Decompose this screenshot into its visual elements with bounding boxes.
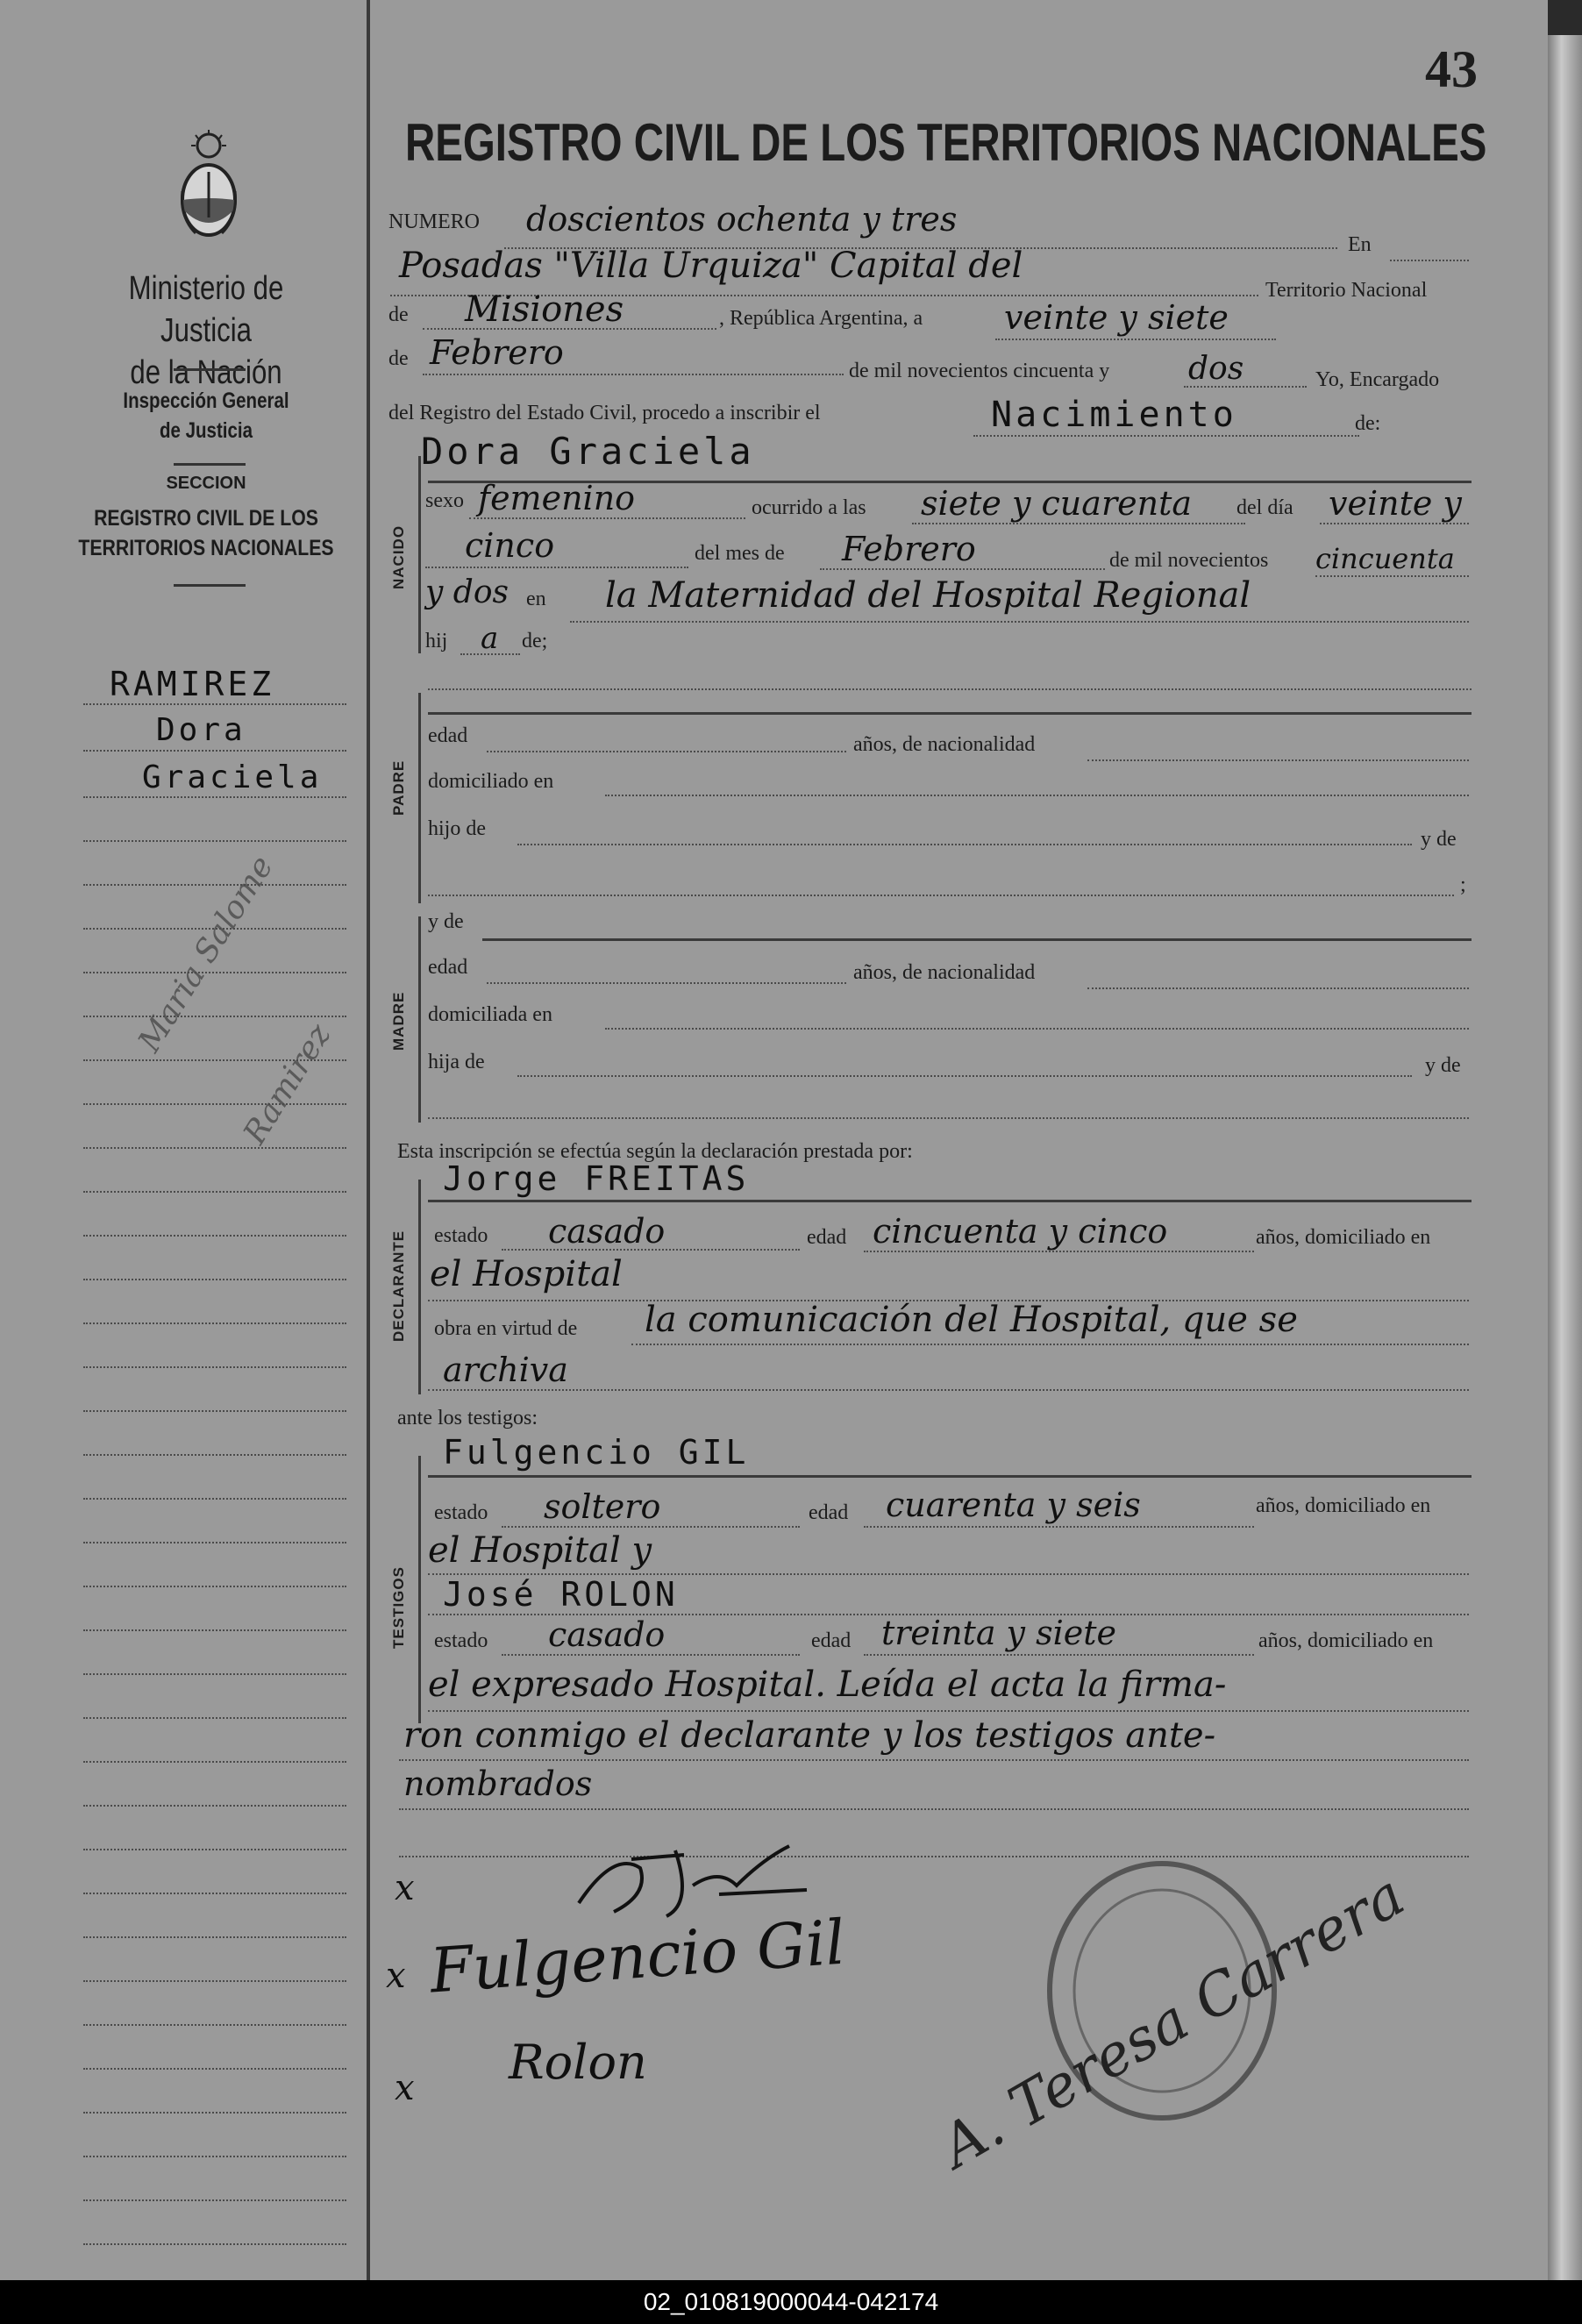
- testigos-section-label: TESTIGOS: [390, 1566, 407, 1649]
- margin-rule: [83, 1016, 346, 1017]
- rolon-signature: Rolon: [509, 2035, 647, 2090]
- rule: [428, 1389, 1469, 1391]
- lugar-value: la Maternidad del Hospital Regional: [605, 575, 1251, 616]
- nacido-section-label: NACIDO: [390, 524, 407, 589]
- signature-mark-1: x: [395, 1868, 415, 1908]
- testigo1-nombre: Fulgencio GIL: [443, 1433, 750, 1472]
- rule: [1087, 759, 1469, 761]
- margin-rule: [83, 1279, 346, 1280]
- hij-value: a: [481, 621, 499, 656]
- margin-rule: [83, 1629, 346, 1631]
- margin-rule: [83, 1366, 346, 1368]
- ocurrido-label: ocurrido a las: [752, 496, 866, 519]
- numero-value: doscientos ochenta y tres: [526, 200, 958, 239]
- margin-rule: [83, 1147, 346, 1149]
- anio-label-nacido: de mil novecientos: [1109, 549, 1269, 572]
- territorio-value: Misiones: [465, 289, 624, 330]
- rule: [428, 1475, 1472, 1478]
- madre-section-label: MADRE: [390, 991, 407, 1051]
- rule: [1315, 575, 1469, 577]
- madre-domicilio-label: domiciliada en: [428, 1003, 552, 1026]
- padre-semicolon: ;: [1460, 873, 1466, 896]
- section-label: SECCION: [166, 474, 246, 493]
- signature-mark-3: x: [395, 2068, 415, 2108]
- testigo2-estado-value: casado: [548, 1615, 666, 1654]
- madre-yde-label-2: y de: [1425, 1054, 1461, 1077]
- margin-rule: [83, 1586, 346, 1587]
- cierre-line3: nombrados: [403, 1764, 593, 1803]
- margin-rule: [83, 1235, 346, 1237]
- dia-value-2: cinco: [465, 526, 555, 565]
- hij-label: hij: [425, 630, 448, 652]
- testigo1-estado-label: estado: [434, 1501, 488, 1524]
- margin-rule: [83, 2068, 346, 2070]
- rule: [605, 795, 1469, 796]
- declarante-section-label: DECLARANTE: [390, 1230, 407, 1342]
- rule: [487, 982, 846, 984]
- signature-mark-2: x: [386, 1956, 406, 1996]
- madre-hija-label: hija de: [428, 1051, 485, 1073]
- margin-rule: [83, 1805, 346, 1807]
- declarante-estado-label: estado: [434, 1224, 488, 1247]
- page-number: 43: [1425, 40, 1478, 98]
- ministry-line2: de la Nación: [130, 354, 282, 391]
- margin-rule: [83, 1893, 346, 1894]
- left-margin-column: [0, 0, 370, 2280]
- document-title: REGISTRO CIVIL DE LOS TERRITORIOS NACIONALES: [405, 113, 1487, 172]
- hora-value: siete y cuarenta: [921, 484, 1192, 523]
- mes-value: Febrero: [842, 530, 976, 568]
- de-label-nacido: de;: [522, 630, 548, 652]
- sidebar-surname: RAMIREZ: [110, 665, 275, 703]
- obra-value-2: archiva: [443, 1351, 568, 1389]
- declarante-domicilio-value: el Hospital: [430, 1254, 623, 1294]
- testigo1-domicilio-label: años, domiciliado en: [1256, 1494, 1431, 1517]
- registry-heading: [75, 503, 337, 563]
- rule: [502, 1526, 800, 1528]
- de-label: de: [388, 303, 409, 326]
- declarante-estado-value: casado: [548, 1212, 666, 1251]
- testigo2-edad-label: edad: [811, 1629, 852, 1652]
- registrar-signature: A. Teresa Carrera: [930, 1861, 1416, 2181]
- yo-label: Yo, Encargado: [1315, 368, 1440, 391]
- obra-value: la comunicación del Hospital, que se: [645, 1300, 1298, 1340]
- divider: [174, 368, 246, 371]
- declarante-edad-value: cincuenta y cinco: [873, 1212, 1168, 1251]
- madre-yde-label: y de: [428, 910, 464, 933]
- rule: [428, 688, 1472, 690]
- rule: [428, 1710, 1469, 1712]
- rule: [864, 1251, 1254, 1252]
- margin-rule: [83, 1936, 346, 1938]
- rule: [428, 895, 1454, 896]
- margin-rule: [83, 703, 346, 705]
- rule: [428, 712, 1472, 715]
- declaracion-label: Esta inscripción se efectúa según la declaración prestada por:: [397, 1140, 913, 1163]
- margin-rule: [83, 2243, 346, 2245]
- page-edge: [1548, 35, 1582, 2280]
- margin-rule: [83, 1717, 346, 1719]
- bracket: [418, 916, 421, 1123]
- padre-nacionalidad-label: años, de nacionalidad: [853, 733, 1036, 756]
- testigo2-edad-value: treinta y siete: [881, 1614, 1117, 1652]
- registry-line2: TERRITORIOS NACIONALES: [78, 536, 334, 560]
- republica-label: , República Argentina, a: [719, 307, 923, 330]
- rule: [570, 621, 1469, 623]
- testigo1-edad-label: edad: [809, 1501, 849, 1524]
- testigo1-edad-value: cuarenta y seis: [886, 1486, 1141, 1524]
- divider: [174, 463, 246, 466]
- obra-label: obra en virtud de: [434, 1317, 578, 1340]
- bracket: [418, 1180, 421, 1394]
- sidebar-given-name-1: Dora: [156, 712, 246, 748]
- rule: [995, 339, 1276, 340]
- padre-edad-label: edad: [428, 724, 468, 747]
- bracket: [418, 693, 421, 903]
- rule: [605, 1028, 1469, 1030]
- margin-rule: [83, 2199, 346, 2201]
- margin-rule: [83, 2024, 346, 2026]
- sexo-label: sexo: [425, 489, 464, 512]
- witness-signature: Fulgencio Gil: [427, 1906, 848, 2007]
- rule: [820, 568, 1105, 570]
- month-value: Febrero: [430, 333, 564, 372]
- registro-label: del Registro del Estado Civil, procedo a inscribir el: [388, 402, 821, 424]
- declarante-edad-label: edad: [807, 1226, 847, 1249]
- madre-edad-label: edad: [428, 956, 468, 979]
- declarante-nombre: Jorge FREITAS: [443, 1159, 750, 1198]
- margin-rule: [83, 928, 346, 930]
- rule: [425, 567, 688, 568]
- margin-rule: [83, 796, 346, 798]
- padre-section-label: PADRE: [390, 759, 407, 816]
- testigo1-domicilio-value: el Hospital y: [428, 1530, 652, 1571]
- dia-value: veinte y: [1329, 484, 1462, 523]
- sidebar-given-name-2: Graciela: [142, 759, 323, 795]
- de-label-2: de: [388, 347, 409, 370]
- padre-domicilio-label: domiciliado en: [428, 770, 554, 793]
- rule: [1087, 987, 1469, 989]
- rule: [469, 517, 745, 519]
- testigo2-estado-label: estado: [434, 1629, 488, 1652]
- ministry-heading: [81, 267, 332, 394]
- en-label-nacido: en: [526, 588, 546, 610]
- rule: [1390, 260, 1469, 261]
- dia-label: del día: [1236, 496, 1293, 519]
- territorio-label: Territorio Nacional: [1265, 279, 1428, 302]
- rule: [399, 1759, 1469, 1761]
- rule: [423, 374, 844, 375]
- declarante-domicilio-label: años, domiciliado en: [1256, 1226, 1431, 1249]
- coat-of-arms-icon: [171, 130, 246, 244]
- margin-rule: [83, 1454, 346, 1456]
- margin-rule: [83, 1673, 346, 1675]
- nombre-value: Dora Graciela: [421, 430, 755, 473]
- scan-footer: 02_010819000044-042174: [0, 2280, 1582, 2324]
- margin-rule: [83, 840, 346, 842]
- rule: [428, 1200, 1472, 1202]
- margin-rule: [83, 2112, 346, 2114]
- rule: [864, 1526, 1254, 1528]
- margin-rule: [83, 1191, 346, 1193]
- margin-rule: [83, 1103, 346, 1105]
- registry-line1: REGISTRO CIVIL DE LOS: [94, 506, 318, 531]
- rule: [631, 1344, 1469, 1345]
- madre-nacionalidad-label: años, de nacionalidad: [853, 961, 1036, 984]
- rule: [973, 435, 1359, 437]
- padre-hijo-label: hijo de: [428, 817, 486, 840]
- margin-rule: [83, 1542, 346, 1543]
- acto-value: Nacimiento: [991, 395, 1237, 435]
- anio-label: de mil novecientos cincuenta y: [849, 360, 1110, 382]
- margin-rule: [83, 1322, 346, 1324]
- anio-value: cincuenta: [1315, 542, 1455, 575]
- inspection-line1: Inspección General: [123, 389, 289, 413]
- rule: [399, 1856, 1469, 1857]
- mes-label: del mes de: [695, 542, 785, 565]
- margin-rule: [83, 1761, 346, 1763]
- divider: [174, 584, 246, 587]
- year-value: dos: [1188, 351, 1244, 387]
- en-label: En: [1348, 233, 1372, 256]
- rule: [487, 751, 846, 752]
- sexo-value: femenino: [478, 479, 636, 517]
- padre-yde-label: y de: [1421, 828, 1457, 851]
- margin-rule: [83, 972, 346, 973]
- rule: [517, 1075, 1412, 1077]
- margin-note-surname: Ramirez: [237, 1017, 338, 1151]
- margin-note-name: Maria Salome: [132, 849, 281, 1059]
- margin-rule: [83, 1059, 346, 1061]
- day-value: veinte y siete: [1004, 298, 1229, 337]
- rule: [864, 1654, 1254, 1656]
- place-value: Posadas "Villa Urquiza" Capital del: [399, 246, 1023, 286]
- testigo2-nombre: José ROLON: [443, 1575, 679, 1614]
- de-label-3: de:: [1355, 412, 1381, 435]
- cierre-line2: ron conmigo el declarante y los testigos ante-: [403, 1715, 1216, 1756]
- margin-rule: [83, 1980, 346, 1982]
- margin-rule: [83, 884, 346, 886]
- ministry-line1: Ministerio de Justicia: [128, 270, 284, 349]
- anio-value-2: y dos: [425, 574, 509, 610]
- margin-rule: [83, 750, 346, 752]
- margin-rule: [83, 2156, 346, 2157]
- margin-rule: [83, 1849, 346, 1850]
- bracket: [418, 456, 421, 653]
- testigo2-domicilio-label: años, domiciliado en: [1258, 1629, 1434, 1652]
- testigos-label: ante los testigos:: [397, 1407, 538, 1429]
- margin-rule: [83, 1498, 346, 1500]
- numero-label: NUMERO: [388, 210, 481, 233]
- rule: [502, 1654, 800, 1656]
- rule: [482, 938, 1472, 941]
- rule: [912, 523, 1245, 524]
- bracket: [418, 1456, 421, 1723]
- inspection-line2: de Justicia: [160, 418, 253, 443]
- testigo1-estado-value: soltero: [544, 1487, 661, 1526]
- rule: [1320, 523, 1469, 524]
- margin-rule: [83, 1410, 346, 1412]
- rule: [399, 1808, 1469, 1810]
- cierre-line1: el expresado Hospital. Leída el acta la firma-: [428, 1665, 1227, 1705]
- inspection-heading: [81, 386, 332, 446]
- rule: [517, 844, 1412, 845]
- rule: [428, 1117, 1469, 1119]
